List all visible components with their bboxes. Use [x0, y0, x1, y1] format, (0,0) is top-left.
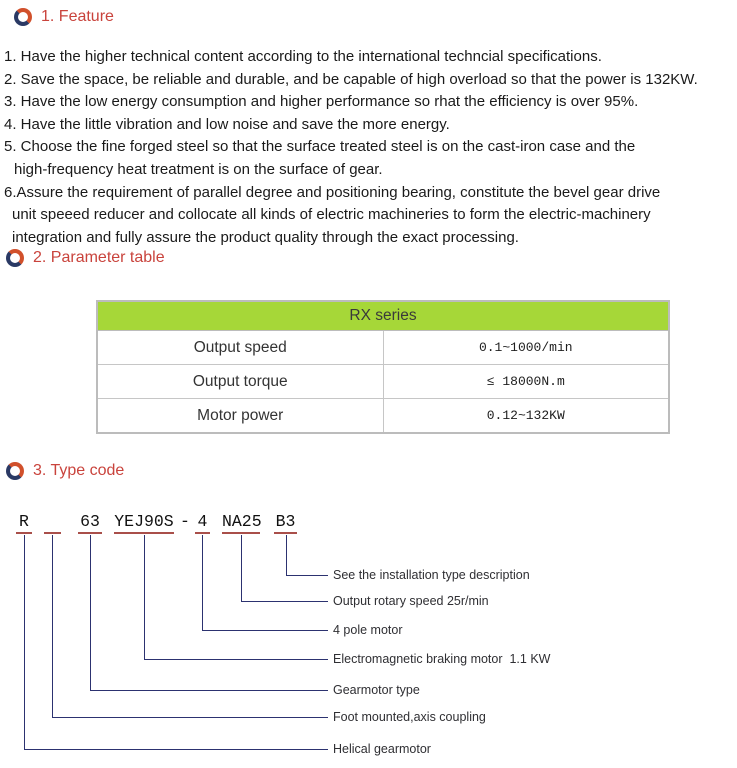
type-code-label: Output rotary speed 25r/min — [333, 594, 489, 608]
section-header-feature — [14, 8, 114, 26]
feature-line: 3. Have the low energy consumption and higher performance so rhat the efficiency is over 95%. — [4, 93, 639, 111]
circular-arrows-icon — [6, 462, 24, 480]
section-title-feature: 1. Feature — [41, 8, 114, 25]
table-row — [97, 365, 669, 399]
type-code-label: Foot mounted,axis coupling — [333, 710, 486, 724]
parameter-table — [96, 300, 670, 434]
circular-arrows-icon — [6, 249, 24, 267]
row-label: Motor power — [97, 399, 383, 434]
type-code-label: Helical gearmotor — [333, 742, 431, 756]
feature-line: 6.Assure the requirement of parallel degree and positioning bearing, constitute the bevel gear drive — [4, 183, 661, 201]
type-code-token: 4 — [195, 512, 210, 534]
feature-line: integration and fully assure the product quality through the exact processing. — [12, 228, 519, 246]
section-header-type-code — [6, 462, 124, 480]
feature-line: unit speeed reducer and collocate all kinds of electric machineries to form the electric-machinery — [12, 206, 651, 224]
row-value: ≤ 18000N.m — [383, 365, 669, 399]
type-code-token: 63 — [78, 512, 102, 534]
type-code-label: Electromagnetic braking motor 1.1 KW — [333, 652, 551, 666]
feature-line: 2. Save the space, be reliable and durable, and be capable of high overload so that the power is 132KW. — [4, 70, 698, 88]
table-row — [97, 399, 669, 434]
type-code-token: YEJ90S — [114, 512, 174, 534]
type-code-token: NA25 — [222, 512, 260, 534]
section-title-type-code: 3. Type code — [33, 462, 125, 479]
section-title-parameter-table: 2. Parameter table — [33, 249, 165, 266]
table-header-rx-series: RX series — [97, 301, 669, 331]
type-code-dash: - — [180, 512, 190, 531]
connector-line — [24, 535, 328, 750]
feature-list — [4, 46, 737, 249]
type-code-token-blank — [44, 512, 61, 534]
type-code-token: B3 — [274, 512, 297, 534]
type-code-label: 4 pole motor — [333, 623, 403, 637]
row-value: 0.12~132KW — [383, 399, 669, 434]
table-row — [97, 331, 669, 365]
feature-line: high-frequency heat treatment is on the surface of gear. — [14, 160, 383, 178]
feature-line: 1. Have the higher technical content according to the international techncial specifications. — [4, 48, 602, 65]
row-label: Output torque — [97, 365, 383, 399]
type-code-label: Gearmotor type — [333, 683, 420, 697]
type-code-token: R — [16, 512, 32, 534]
table-header-row — [97, 301, 669, 331]
row-value: 0.1~1000/min — [383, 331, 669, 365]
feature-line: 5. Choose the fine forged steel so that the surface treated steel is on the cast-iron case and the — [4, 138, 636, 156]
section-header-parameter-table — [6, 249, 165, 267]
row-label: Output speed — [97, 331, 383, 365]
circular-arrows-icon — [14, 8, 32, 26]
type-code-label: See the installation type description — [333, 568, 530, 582]
feature-line: 4. Have the little vibration and low noise and save the more energy. — [4, 115, 450, 133]
